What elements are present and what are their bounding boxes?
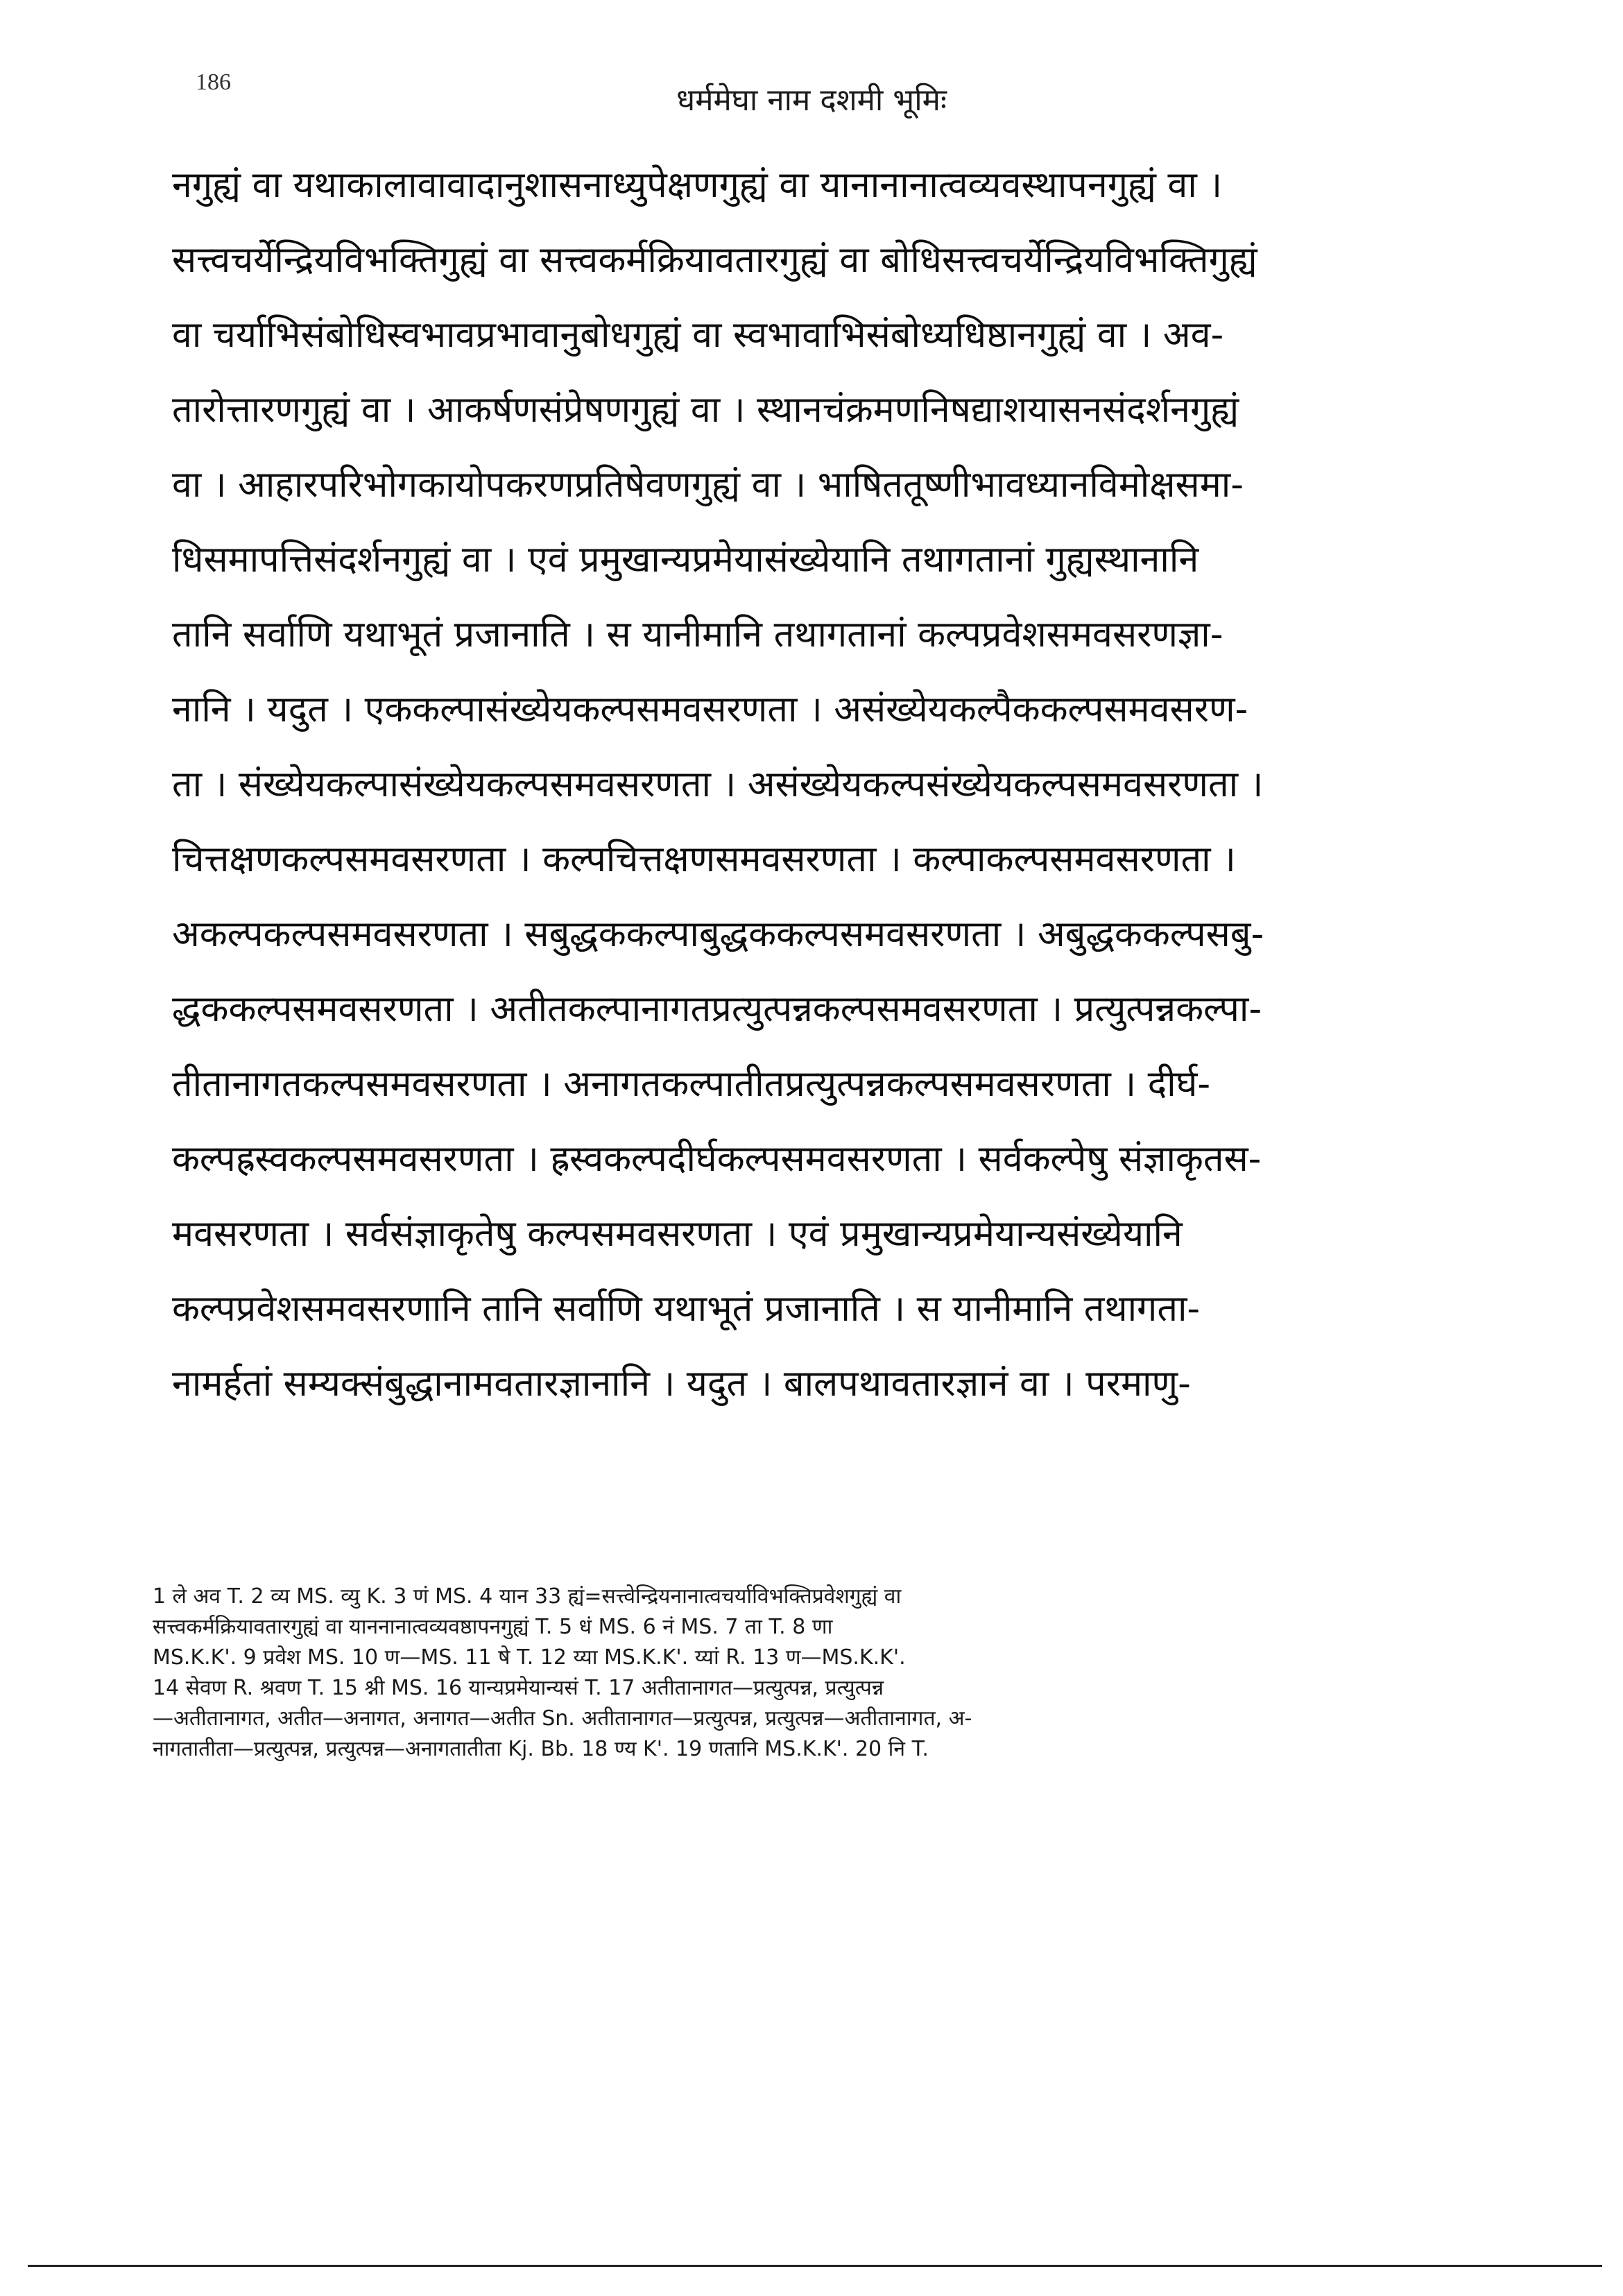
footnote-line: —अतीतानागत, अतीत—अनागत, अनागत—अतीत Sn. अतीतानागत—प्रत्युत्पन्न, प्रत्युत्पन्न—अतीतानागत, अ- (153, 1706, 972, 1731)
footnote-line: MS.K.K'. 9 प्रवेश MS. 10 ण—MS. 11 षे T. 12 य्या MS.K.K'. य्यां R. 13 ण—MS.K.K'. (153, 1645, 906, 1670)
footnote-line: 1 ले अव T. 2 व्य MS. व्यु K. 3 णं MS. 4 यान 33 ह्यं=सत्त्वेन्द्रियनानात्वचर्याविभक्तिप्रवेशगुह्यं वा (153, 1584, 902, 1609)
text-line: नगुह्यं वा यथाकालावावादानुशासनाध्युपेक्षणगुह्यं वा यानानानात्वव्यवस्थापनगुह्यं वा । (172, 164, 1223, 206)
text-line: धिसमापत्तिसंदर्शनगुह्यं वा । एवं प्रमुखान्यप्रमेयासंख्येयानि तथागतानां गुह्यस्थानानि (172, 539, 1199, 581)
text-line: तारोत्तारणगुह्यं वा । आकर्षणसंप्रेषणगुह्यं वा । स्थानचंक्रमणनिषद्याशयासनसंदर्शनगुह्यं (172, 389, 1239, 431)
text-line: ता । संख्येयकल्पासंख्येयकल्पसमवसरणता । असंख्येयकल्पसंख्येयकल्पसमवसरणता । (172, 764, 1264, 805)
text-line: वा चर्याभिसंबोधिस्वभावप्रभावानुबोधगुह्यं वा स्वभावाभिसंबोध्यधिष्ठानगुह्यं वा । अव- (172, 314, 1224, 356)
text-line: सत्त्वचर्येन्द्रियविभक्तिगुह्यं वा सत्त्वकर्मक्रियावतारगुह्यं वा बोधिसत्त्वचर्येन्द्रियविभक्तिगुह्यं (172, 239, 1257, 281)
text-line: तीतानागतकल्पसमवसरणता । अनागतकल्पातीतप्रत्युत्पन्नकल्पसमवसरणता । दीर्घ- (172, 1063, 1211, 1105)
page-number: 186 (196, 69, 231, 95)
text-line: मवसरणता । सर्वसंज्ञाकृतेषु कल्पसमवसरणता । एवं प्रमुखान्यप्रमेयान्यसंख्येयानि (172, 1213, 1183, 1255)
text-line: चित्तक्षणकल्पसमवसरणता । कल्पचित्तक्षणसमवसरणता । कल्पाकल्पसमवसरणता । (172, 839, 1236, 880)
running-head: धर्ममेघा नाम दशमी भूमिः (676, 83, 947, 118)
text-line: नामर्हतां सम्यक्संबुद्धानामवतारज्ञानानि । यदुत । बालपथावतारज्ञानं वा । परमाणु- (172, 1363, 1191, 1405)
text-line: कल्पह्रस्वकल्पसमवसरणता । ह्रस्वकल्पदीर्घकल्पसमवसरणता । सर्वकल्पेषु संज्ञाकृतस- (172, 1138, 1262, 1180)
footnote-line: सत्त्वकर्मक्रियावतारगुह्यं वा याननानात्वव्यवष्ठापनगुह्यं T. 5 धं MS. 6 नं MS. 7 ता T. 8 णा (153, 1615, 833, 1639)
text-line: द्धककल्पसमवसरणता । अतीतकल्पानागतप्रत्युत्पन्नकल्पसमवसरणता । प्रत्युत्पन्नकल्पा- (172, 988, 1262, 1030)
text-line: तानि सर्वाणि यथाभूतं प्रजानाति । स यानीमानि तथागतानां कल्पप्रवेशसमवसरणज्ञा- (172, 614, 1223, 656)
text-line: कल्पप्रवेशसमवसरणानि तानि सर्वाणि यथाभूतं प्रजानाति । स यानीमानि तथागता- (172, 1288, 1201, 1330)
text-line: वा । आहारपरिभोगकायोपकरणप्रतिषेवणगुह्यं वा । भाषिततूष्णीभावध्यानविमोक्षसमा- (172, 464, 1244, 506)
footnote-line: 14 सेवण R. श्रवण T. 15 श्नी MS. 16 यान्यप्रमेयान्यसं T. 17 अतीतानागत—प्रत्युत्पन्न, प्रत्युत्पन्न (153, 1676, 884, 1700)
footnotes (153, 1582, 1401, 1765)
text-line: नानि । यदुत । एककल्पासंख्येयकल्पसमवसरणता । असंख्येयकल्पैककल्पसमवसरण- (172, 689, 1248, 730)
footnote-line: नागतातीता—प्रत्युत्पन्न, प्रत्युत्पन्न—अनागतातीता Kj. Bb. 18 ण्य K'. 19 णतानि MS.K.K'. 20 नि T. (153, 1737, 929, 1761)
bottom-rule (28, 2265, 1602, 2267)
text-line: अकल्पकल्पसमवसरणता । सबुद्धककल्पाबुद्धककल्पसमवसरणता । अबुद्धककल्पसबु- (172, 914, 1264, 955)
